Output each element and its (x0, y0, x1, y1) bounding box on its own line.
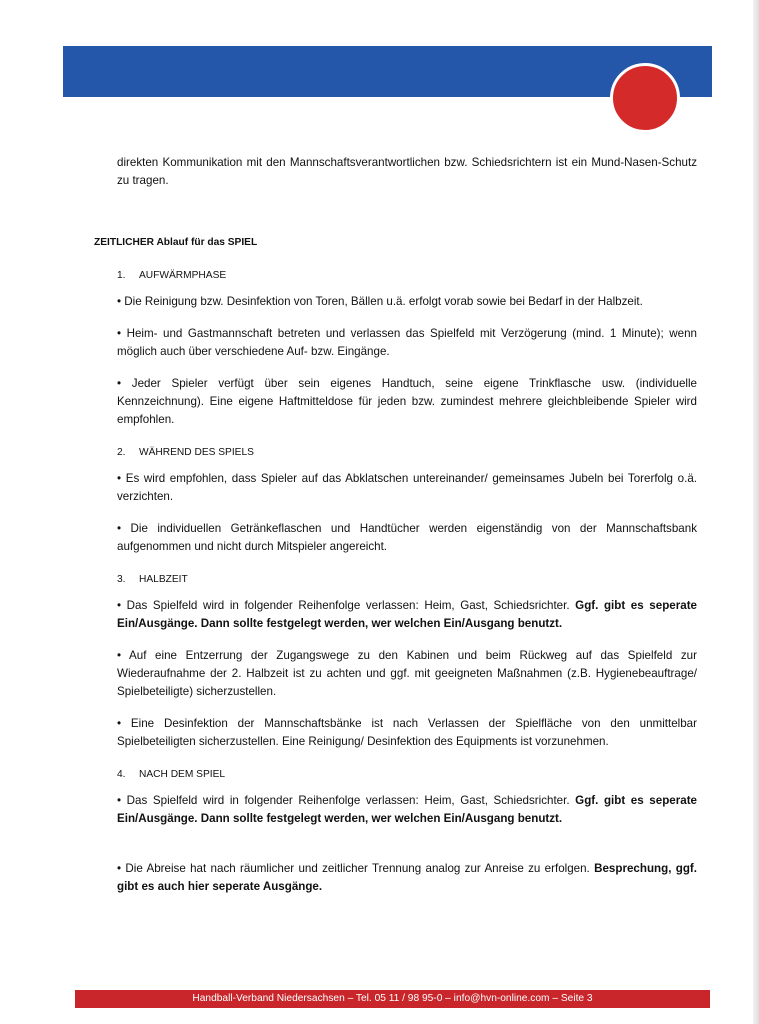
intro-paragraph: direkten Kommunikation mit den Mannschaftsverantwortlichen bzw. Schiedsrichtern ist ein Mund-Nasen-Schutz zu tragen. (117, 156, 697, 187)
section-3-paragraph-3: • Eine Desinfektion der Mannschaftsbänke ist nach Verlassen der Spielfläche von den unmittelbar Spielbeteiligten sicherzustellen. Eine Reinigung/ Desinfektion des Equipments ist vorzunehmen. (117, 717, 697, 748)
section-title: AUFWÄRMPHASE (139, 270, 227, 281)
section-number: 3. (117, 574, 126, 585)
header-red-circle-logo (610, 63, 680, 133)
footer-bar (75, 990, 710, 1008)
section-title: WÄHREND DES SPIELS (139, 447, 254, 458)
document-body (94, 154, 698, 896)
section-title: NACH DEM SPIEL (139, 769, 226, 780)
section-title: HALBZEIT (139, 574, 188, 585)
paragraph-text: • Das Spielfeld wird in folgender Reihenfolge verlassen: Heim, Gast, Schiedsrichter. (117, 794, 576, 807)
paragraph-bold-text: Ggf. gibt es seperate Ein/Ausgänge. Dann sollte festgelegt werden, wer welchen Ein/Ausgang benutzt. (117, 794, 698, 825)
paragraph-bold-text: Besprechung, ggf. gibt es auch hier seperate Ausgänge. (117, 862, 697, 893)
section-4-paragraph-2 (117, 860, 697, 896)
section-3-heading (117, 571, 697, 589)
section-4-heading (117, 766, 697, 784)
page-edge-shadow (753, 0, 759, 1024)
section-number: 1. (117, 270, 126, 281)
section-number: 2. (117, 447, 126, 458)
main-heading: ZEITLICHER Ablauf für das SPIEL (94, 237, 258, 248)
section-1-paragraph-2: • Heim- und Gastmannschaft betreten und verlassen das Spielfeld mit Verzögerung (mind. 1 Minute); wenn möglich auch über verschiedene Auf- bzw. Eingänge. (117, 327, 697, 358)
paragraph-text: • Die Abreise hat nach räumlicher und zeitlicher Trennung analog zur Anreise zu erfolgen. (117, 862, 595, 875)
paragraph-text: • Das Spielfeld wird in folgender Reihenfolge verlassen: Heim, Gast, Schiedsrichter. (117, 599, 576, 612)
section-3-paragraph-2: • Auf eine Entzerrung der Zugangswege zu den Kabinen und beim Rückweg auf das Spielfeld zur Wiederaufnahme der 2. Halbzeit ist zu achten und ggf. mit geeigneten Maßnahmen (z.B. Hygienebeauftrage/ Spielbeteiligte) sicherzustellen. (117, 649, 697, 698)
footer-text: Handball-Verband Niedersachsen – Tel. 05 11 / 98 95-0 – info@hvn-online.com – Seite 3 (192, 993, 593, 1004)
section-number: 4. (117, 769, 126, 780)
section-2-heading (117, 444, 697, 462)
section-1-paragraph-1: • Die Reinigung bzw. Desinfektion von Toren, Bällen u.ä. erfolgt vorab sowie bei Bedarf in der Halbzeit. (117, 295, 643, 308)
paragraph-bold-text: Ggf. gibt es seperate Ein/Ausgänge. Dann sollte festgelegt werden, wer welchen Ein/Ausgang benutzt. (117, 599, 698, 630)
section-1-paragraph-3: • Jeder Spieler verfügt über sein eigenes Handtuch, seine eigene Trinkflasche usw. (individuelle Kennzeichnung). Eine eigene Haftmitteldose für jeden bzw. zumindest mehrere gleichbleibende Spieler wird empfohlen. (117, 377, 697, 426)
section-3-paragraph-1 (117, 597, 697, 633)
section-2-paragraph-2: • Die individuellen Getränkeflaschen und Handtücher werden eigenständig von der Mannschaftsbank aufgenommen und nicht durch Mitspieler angereicht. (117, 522, 697, 553)
section-1-heading (117, 267, 697, 285)
section-2-paragraph-1: • Es wird empfohlen, dass Spieler auf das Abklatschen untereinander/ gemeinsames Jubeln bei Torerfolg o.ä. verzichten. (117, 472, 697, 503)
section-4-paragraph-1 (117, 792, 697, 828)
